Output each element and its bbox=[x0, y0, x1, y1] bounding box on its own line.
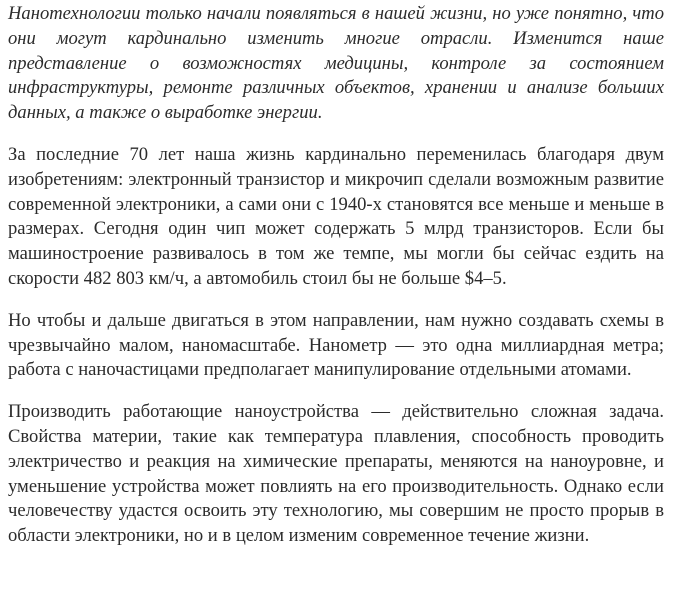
article-body bbox=[0, 2, 674, 549]
paragraph-transistors: За последние 70 лет наша жизнь кардинально переменилась благодаря двум изобретениям: электронный транзистор и микрочип сделали возможным развитие современной электроники, а сами они с 1940-х становятся все меньше и меньше в размерах. Сегодня один чип может содержать 5 млрд транзисторов. Если бы машиностроение развивалось в том же темпе, мы могли бы сейчас ездить на скорости 482 803 км/ч, а автомобиль стоил бы не больше $4–5. bbox=[8, 143, 664, 289]
paragraph-nanodevices: Производить работающие наноустройства — действительно сложная задача. Свойства материи, такие как температура плавления, способность проводить электричество и реакция на химические препараты, меняются на наноуровне, и уменьшение устройства может повлиять на его производительность. Однако если человечеству удастся освоить эту технологию, мы совершим не просто прорыв в области электроники, но и в целом изменим современное течение жизни. bbox=[8, 401, 664, 547]
article-lead: Нанотехнологии только начали появляться в нашей жизни, но уже понятно, что они могут кардинально изменить многие отрасли. Изменится наше представление о возможностях медицины, контроле за состоянием инфраструктуры, ремонте различных объектов, хранении и анализе больших данных, а также о выработке энергии. bbox=[8, 3, 664, 124]
paragraph-nanoscale: Но чтобы и дальше двигаться в этом направлении, нам нужно создавать схемы в чрезвычайно малом, наномасштабе. Нанометр — это одна миллиардная метра; работа с наночастицами предполагает манипулирование отдельными атомами. bbox=[8, 309, 664, 381]
